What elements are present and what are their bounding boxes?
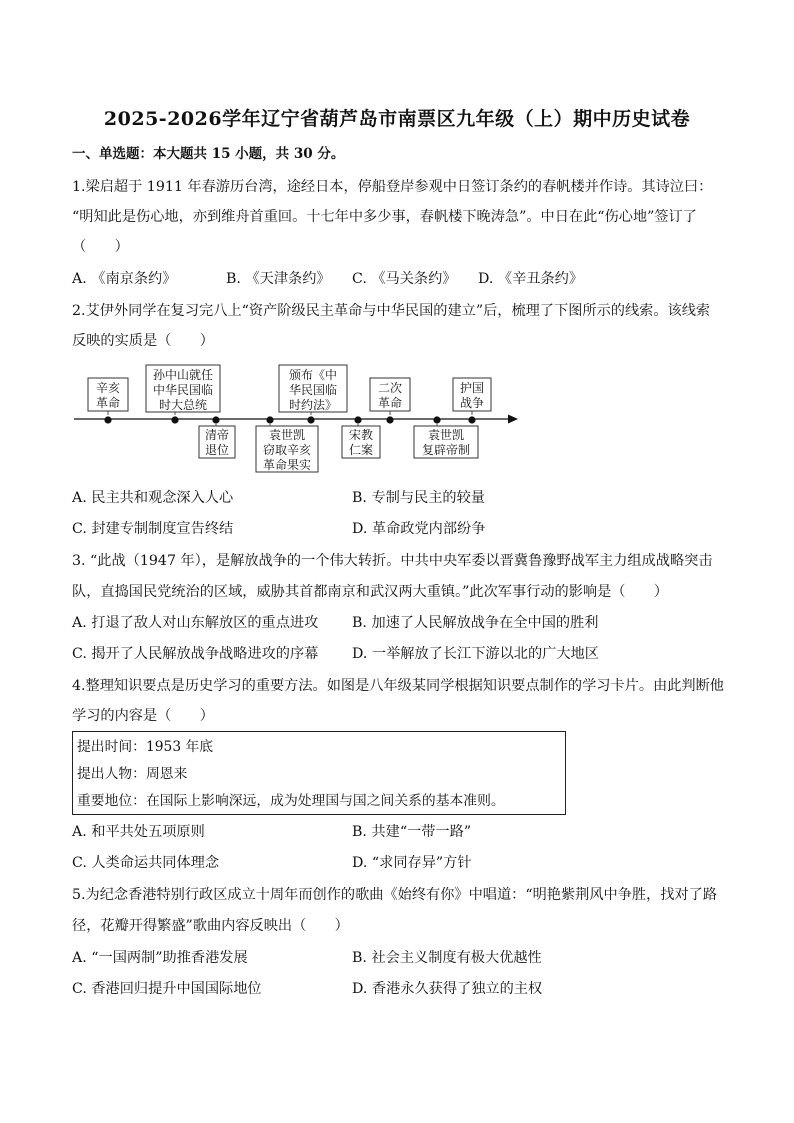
q1-option-a: A. 《南京条约》 [72,271,177,287]
event-label: 袁世凯 [268,428,306,442]
event-label: 时大总统 [158,398,208,412]
event-label: 华民国临 [288,383,338,397]
q1-stem-line1: 1.梁启超于 1911 年春游历台湾，途经日本，停船登岸参观中日签订条约的春帆楼并作诗。其诗泣曰： [72,179,713,195]
q3-option-b: B. 加速了人民解放战争在全中国的胜利 [352,615,599,631]
timeline-dots [104,416,475,423]
timeline-dot [307,416,314,423]
event-label: 革命果实 [262,458,312,472]
q5-option-a: A. “一国两制”助推香港发展 [72,950,248,966]
timeline-event-qing-abdication [199,426,235,458]
q4-option-c: C. 人类命运共同体理念 [72,855,220,871]
q5-stem-line2: 径，花瓣开得繁盛”歌曲内容反映出（ ） [72,918,349,934]
timeline-dot [386,416,393,423]
event-label: 袁世凯 [427,428,465,442]
q3-option-d: D. 一举解放了长江下游以北的广大地区 [352,646,599,662]
q5-stem-line1: 5.为纪念香港特别行政区成立十周年而创作的歌曲《始终有你》中唱道：“明艳紫荆风中争胜，找对了路 [72,887,718,903]
q4-stem-line1: 4.整理知识要点是历史学习的重要方法。如图是八年级某同学根据知识要点制作的学习卡片。由此判断他 [72,678,724,694]
event-label: 复辟帝制 [421,443,471,457]
timeline-arrow-icon [508,415,518,424]
card-row-person: 提出人物：周恩来 [77,766,188,782]
q3-stem-line1: 3. “此战（1947 年），是解放战争的一个伟大转折。中共中央军委以晋冀鲁豫野战军主力组成战略突击 [72,553,713,569]
event-label: 二次 [377,381,403,395]
q1-option-b: B. 《天津条约》 [226,271,331,287]
event-label: 护国 [459,381,485,395]
q1-option-c: C. 《马关条约》 [352,271,457,287]
q4-stem-line2: 学习的内容是（ ） [72,708,214,724]
event-label: 革命 [377,396,403,410]
event-label: 时约法》 [288,398,338,412]
page-title: 2025-2026学年辽宁省葫芦岛市南票区九年级（上）期中历史试卷 [103,108,691,130]
timeline-dot [266,416,273,423]
timeline-dot [212,416,219,423]
q2-stem-line1: 2.艾伊外同学在复习完八上“资产阶级民主革命与中华民国的建立”后，梳理了下图所示的线索。该线索 [72,303,711,319]
event-label: 革命 [95,396,121,410]
q5-option-d: D. 香港永久获得了独立的主权 [352,981,543,997]
card-row-time: 提出时间：1953 年底 [77,739,214,755]
q2-stem-line2: 反映的实质是（ ） [72,333,214,349]
event-label: 中华民国临 [152,383,214,397]
event-label: 辛亥 [95,381,121,395]
study-card [72,731,566,815]
timeline-dot [433,416,440,423]
event-label: 战争 [459,396,485,410]
timeline-dot [354,416,361,423]
q2-option-b: B. 专制与民主的较量 [352,490,485,506]
q5-option-b: B. 社会主义制度有极大优越性 [352,950,542,966]
q3-stem-line2: 队，直捣国民党统治的区域，威胁其首都南京和武汉两大重镇。”此次军事行动的影响是（ ） [72,584,669,600]
event-label: 颁布《中 [288,368,338,382]
q4-option-d: D. “求同存异”方针 [352,855,472,871]
timeline-event-yuan-restoration [414,426,478,458]
event-label: 仁案 [348,443,374,457]
timeline-dot [171,416,178,423]
q1-stem-line2: “明知此是伤心地，亦到维舟首重回。十七年中多少事，春帆楼下晚涛急”。中日在此“伤心地”签订了 [72,209,697,225]
q3-option-c: C. 揭开了人民解放战争战略进攻的序幕 [72,646,319,662]
timeline-event-song-case [342,426,380,458]
q4-option-a: A. 和平共处五项原则 [72,824,205,840]
q2-option-d: D. 革命政党内部纷争 [352,521,486,537]
timeline-dot [468,416,475,423]
event-label: 宋教 [348,428,374,442]
q1-option-d: D. 《辛丑条约》 [478,271,584,287]
q1-stem-line3: （ ） [72,239,129,255]
timeline-event-yuan-seizes [256,426,318,472]
timeline-event-constitution [279,365,347,412]
q4-option-b: B. 共建“一带一路” [352,824,472,840]
timeline-event-second-revolution [370,378,410,411]
q5-option-c: C. 香港回归提升中国国际地位 [72,981,262,997]
event-label: 清帝 [204,428,230,442]
timeline-dot [104,416,111,423]
card-row-status: 重要地位：在国际上影响深远，成为处理国与国之间关系的基本准则。 [77,793,505,809]
q3-option-a: A. 打退了敌人对山东解放区的重点进攻 [72,615,319,631]
section-heading: 一、单选题：本大题共 15 小题，共 30 分。 [72,146,345,162]
event-label: 窃取辛亥 [262,443,312,457]
timeline-event-national-protection-war [453,378,491,411]
event-label: 退位 [204,443,230,457]
q2-option-c: C. 封建专制制度宣告终结 [72,521,234,537]
event-label: 孙中山就任 [152,368,214,382]
q2-option-a: A. 民主共和观念深入人心 [72,490,234,506]
timeline-event-xinhai [88,378,128,411]
timeline-event-sun-president [146,365,220,412]
